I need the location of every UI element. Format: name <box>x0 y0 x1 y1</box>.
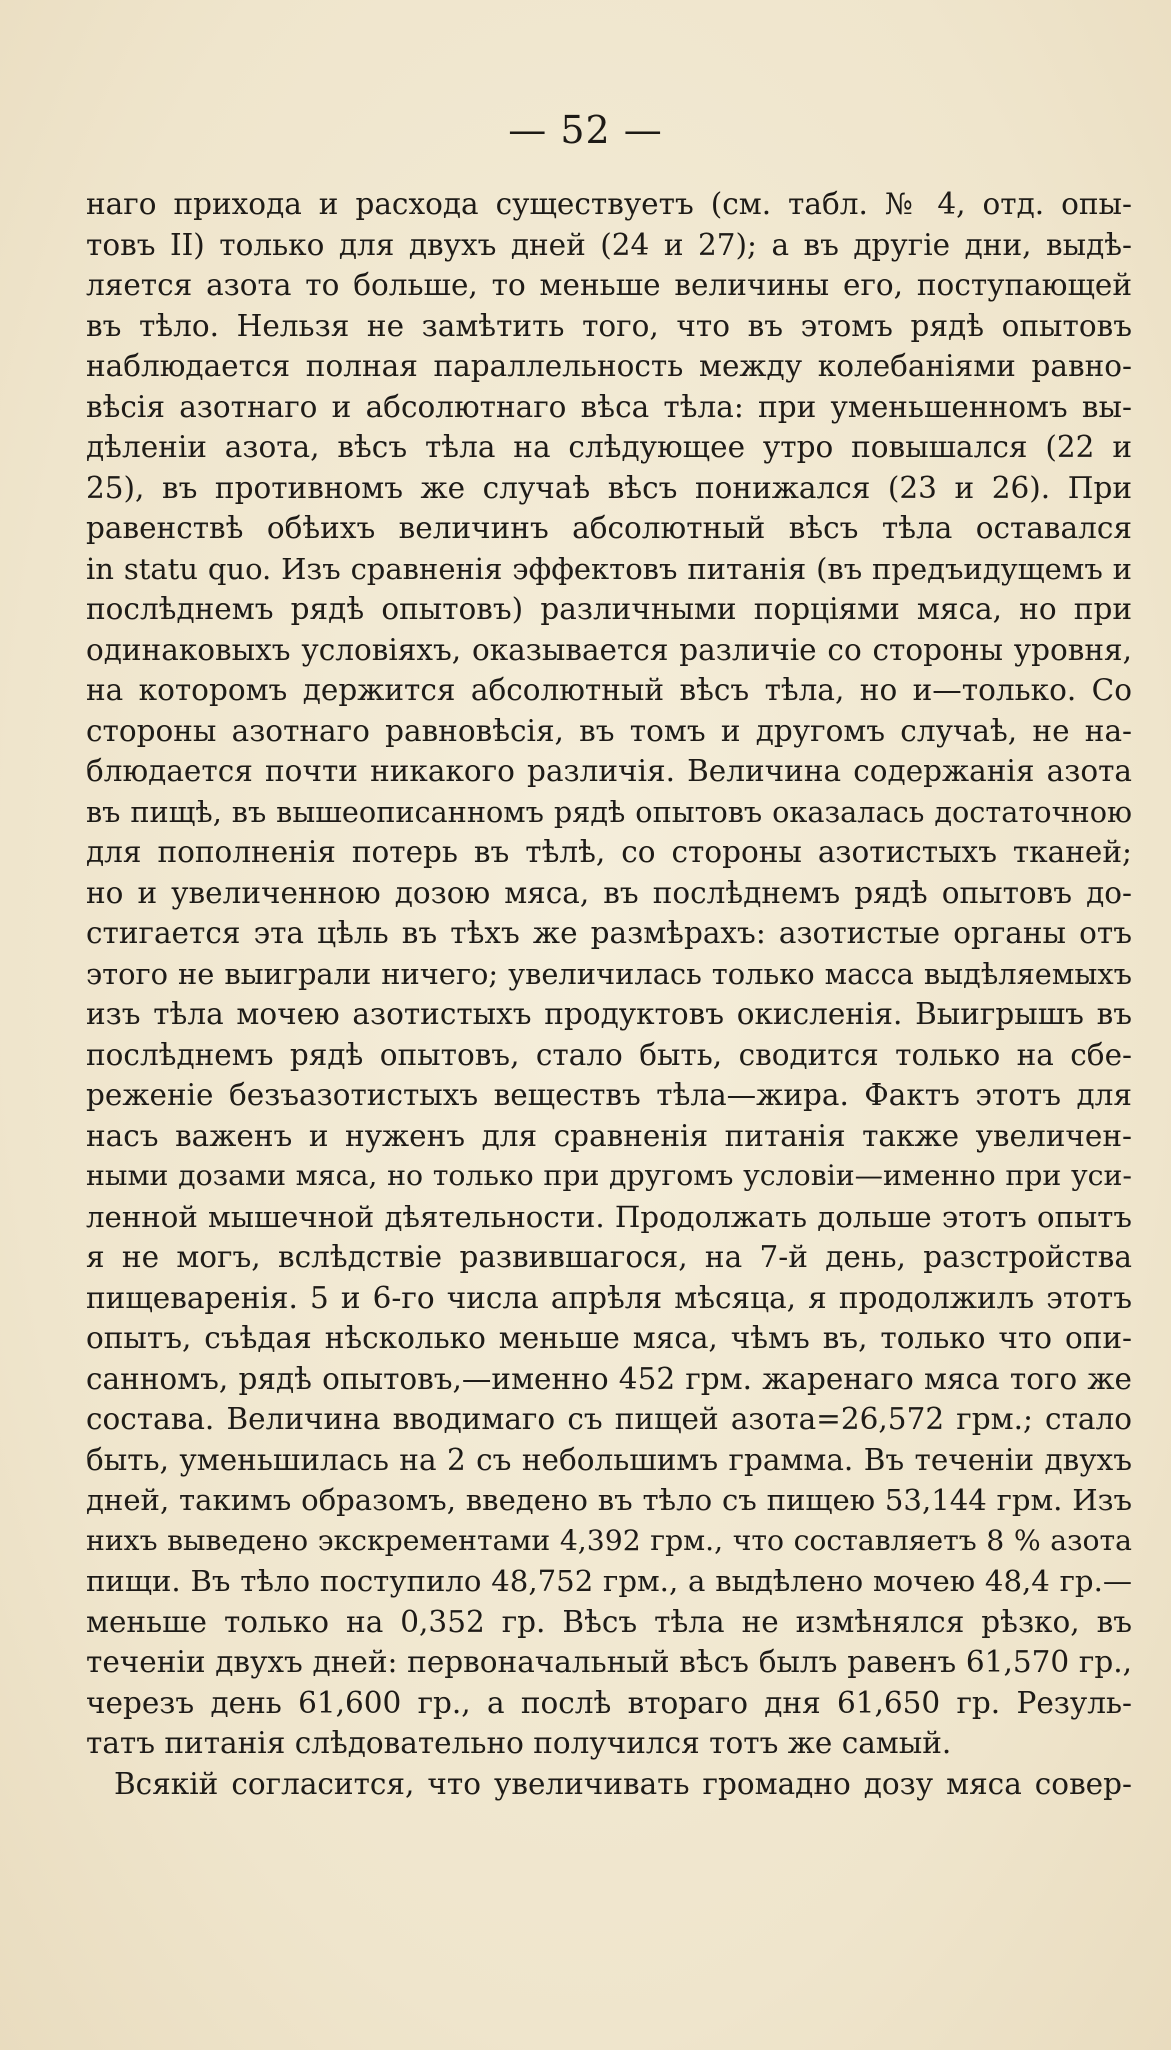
text-line: вѣсія азотнаго и абсолютнаго вѣса тѣла: при уменьшенномъ вы- <box>86 389 1132 424</box>
text-line: равенствѣ обѣихъ величинъ абсолютный вѣсъ тѣла оставался <box>86 511 1132 545</box>
text-line: въ тѣло. Нельзя не замѣтить того, что въ этомъ рядѣ опытовъ <box>86 308 1132 343</box>
text-line: на которомъ держится абсолютный вѣсъ тѣла, но и—только. Со <box>86 673 1132 707</box>
text-line: 25), въ противномъ же случаѣ вѣсъ понижался (23 и 26). При <box>86 470 1132 505</box>
body-text <box>86 184 1132 1804</box>
text-line: санномъ, рядѣ опытовъ,—именно 452 грм. жаренаго мяса того же <box>86 1361 1132 1396</box>
text-line: теченіи двухъ дней: первоначальный вѣсъ былъ равенъ 61,570 гр., <box>86 1645 1132 1679</box>
text-line: но и увеличенною дозою мяса, въ послѣднемъ рядѣ опытовъ до- <box>86 875 1132 910</box>
text-line: опытъ, съѣдая нѣсколько меньше мяса, чѣмъ въ, только что опи- <box>86 1321 1132 1355</box>
text-line: наго прихода и расхода существуетъ (см. табл. № 4, отд. опы- <box>86 187 1132 221</box>
text-line: ляется азота то больше, то меньше величины его, поступающей <box>86 268 1132 302</box>
text-line: стигается эта цѣль въ тѣхъ же размѣрахъ: азотистые органы отъ <box>86 916 1132 950</box>
text-line: татъ питанія слѣдовательно получился тотъ же самый. <box>86 1726 952 1760</box>
text-line: Всякій согласится, что увеличивать громадно дозу мяса совер- <box>114 1766 1132 1801</box>
text-line: меньше только на 0,352 гр. Вѣсъ тѣла не измѣнялся рѣзко, въ <box>86 1604 1132 1639</box>
text-line: товъ II) только для двухъ дней (24 и 27); а въ другіе дни, выдѣ- <box>86 227 1132 262</box>
text-line: одинаковыхъ условіяхъ, оказывается различіе со стороны уровня, <box>86 632 1132 667</box>
text-line: послѣднемъ рядѣ опытовъ, стало быть, сводится только на сбе- <box>86 1037 1132 1072</box>
text-line: пищеваренія. 5 и 6-го числа апрѣля мѣсяца, я продолжилъ этотъ <box>86 1280 1132 1315</box>
text-line: этого не выиграли ничего; увеличилась только масса выдѣляемыхъ <box>86 956 1132 991</box>
text-line: я не могъ, вслѣдствіе развившагося, на 7-й день, разстройства <box>86 1240 1132 1274</box>
text-line: изъ тѣла мочею азотистыхъ продуктовъ окисленія. Выигрышъ въ <box>86 997 1132 1031</box>
text-line: для пополненія потерь въ тѣлѣ, со стороны азотистыхъ тканей; <box>86 835 1132 869</box>
text-line: быть, уменьшилась на 2 съ небольшимъ грамма. Въ теченіи двухъ <box>86 1442 1132 1477</box>
text-line: въ пищѣ, въ вышеописанномъ рядѣ опытовъ оказалась достаточною <box>86 794 1132 829</box>
text-line: ными дозами мяса, но только при другомъ условіи—именно при уси- <box>86 1159 1132 1192</box>
page-number: — 52 — <box>508 108 663 152</box>
text-line: реженіе безъазотистыхъ веществъ тѣла—жира. Фактъ этотъ для <box>86 1078 1132 1112</box>
text-line: ленной мышечной дѣятельности. Продолжать дольше этотъ опытъ <box>86 1199 1132 1234</box>
text-line: пищи. Въ тѣло поступило 48,752 грм., а выдѣлено мочею 48,4 гр.— <box>86 1564 1132 1598</box>
text-line: дѣленіи азота, вѣсъ тѣла на слѣдующее утро повышался (22 и <box>86 430 1132 464</box>
text-line: насъ важенъ и нуженъ для сравненія питанія также увеличен- <box>86 1118 1132 1153</box>
text-line: in statu quo. Изъ сравненія эффектовъ питанія (въ предъидущемъ и <box>86 551 1132 586</box>
text-line: нихъ выведено экскрементами 4,392 грм., что составляетъ 8 % азота <box>86 1523 1132 1557</box>
text-line: дней, такимъ образомъ, введено въ тѣло съ пищею 53,144 грм. Изъ <box>86 1483 1132 1517</box>
text-line: наблюдается полная параллельность между колебаніями равно- <box>86 349 1132 383</box>
text-line: послѣднемъ рядѣ опытовъ) различными порціями мяса, но при <box>86 592 1132 626</box>
text-line: блюдается почти никакого различія. Величина содержанія азота <box>86 754 1132 788</box>
text-line: состава. Величина вводимаго съ пищей азота=26,572 грм.; стало <box>86 1402 1132 1436</box>
text-line: черезъ день 61,600 гр., а послѣ втораго дня 61,650 гр. Резуль- <box>86 1685 1132 1720</box>
text-line: стороны азотнаго равновѣсія, въ томъ и другомъ случаѣ, не на- <box>86 713 1132 748</box>
